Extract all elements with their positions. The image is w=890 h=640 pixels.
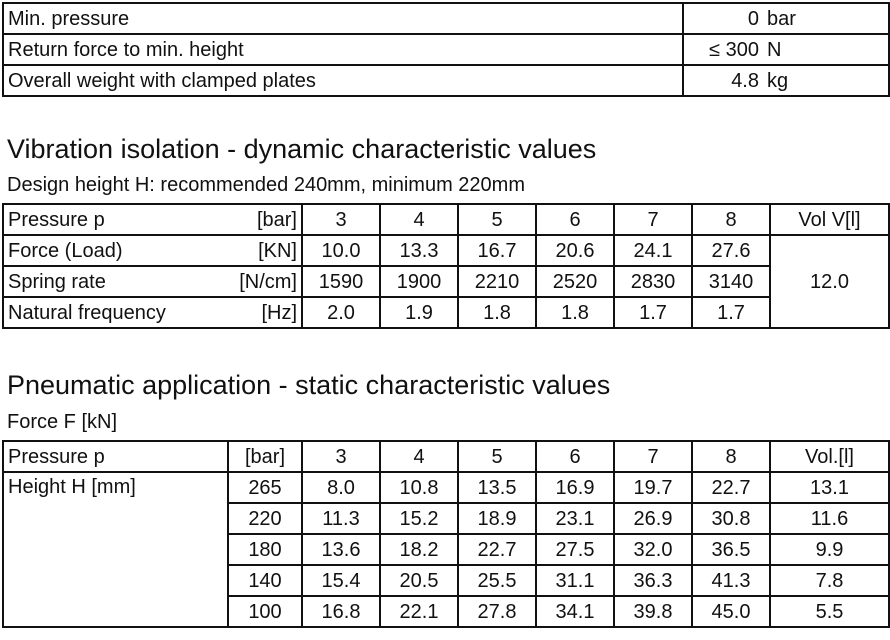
vol-header: Vol V[l] bbox=[770, 204, 889, 235]
height-value: 100 bbox=[228, 596, 302, 627]
table-cell: 16.8 bbox=[302, 596, 380, 627]
spec-value: 4.8 bbox=[683, 65, 763, 96]
table-cell: 20.6 bbox=[536, 235, 614, 266]
pressure-col: 7 bbox=[614, 204, 692, 235]
table-cell: 36.3 bbox=[614, 565, 692, 596]
table-row bbox=[3, 235, 889, 266]
table-cell: 22.7 bbox=[458, 534, 536, 565]
spec-value: ≤ 300 bbox=[683, 34, 763, 65]
table-cell: 8.0 bbox=[302, 472, 380, 503]
table-cell: 3140 bbox=[692, 266, 770, 297]
table-cell: 20.5 bbox=[380, 565, 458, 596]
table-cell: 27.5 bbox=[536, 534, 614, 565]
table-cell: 13.3 bbox=[380, 235, 458, 266]
header-unit: [bar] bbox=[228, 441, 302, 472]
table-cell: 30.8 bbox=[692, 503, 770, 534]
spec-row bbox=[3, 34, 889, 65]
table-cell: 19.7 bbox=[614, 472, 692, 503]
height-value: 180 bbox=[228, 534, 302, 565]
table-cell: 34.1 bbox=[536, 596, 614, 627]
table-cell: 23.1 bbox=[536, 503, 614, 534]
pressure-col: 3 bbox=[302, 204, 380, 235]
table-cell: 13.5 bbox=[458, 472, 536, 503]
height-value: 140 bbox=[228, 565, 302, 596]
height-value: 220 bbox=[228, 503, 302, 534]
table-cell: 18.2 bbox=[380, 534, 458, 565]
table-cell: 15.4 bbox=[302, 565, 380, 596]
table-cell: 2830 bbox=[614, 266, 692, 297]
spec-value: 0 bbox=[683, 3, 763, 34]
row-label: Natural frequency bbox=[3, 297, 228, 328]
spec-row bbox=[3, 65, 889, 96]
header-unit: [bar] bbox=[228, 204, 302, 235]
table-cell: 1900 bbox=[380, 266, 458, 297]
pressure-col: 4 bbox=[380, 441, 458, 472]
row-label: Spring rate bbox=[3, 266, 228, 297]
table-cell: 31.1 bbox=[536, 565, 614, 596]
table-cell: 22.1 bbox=[380, 596, 458, 627]
table-cell: 1.8 bbox=[536, 297, 614, 328]
table-cell: 39.8 bbox=[614, 596, 692, 627]
dynamic-section-title: Vibration isolation - dynamic characteristic values bbox=[7, 134, 597, 164]
header-label: Pressure p bbox=[3, 204, 228, 235]
pressure-col: 6 bbox=[536, 441, 614, 472]
row-unit: [KN] bbox=[228, 235, 302, 266]
spec-label: Return force to min. height bbox=[3, 34, 683, 65]
table-cell: 26.9 bbox=[614, 503, 692, 534]
pressure-col: 4 bbox=[380, 204, 458, 235]
table-cell: 1.7 bbox=[692, 297, 770, 328]
table-cell: 16.9 bbox=[536, 472, 614, 503]
table-row bbox=[3, 472, 889, 503]
table-cell: 27.8 bbox=[458, 596, 536, 627]
table-cell: 10.8 bbox=[380, 472, 458, 503]
table-cell: 15.2 bbox=[380, 503, 458, 534]
spec-label: Min. pressure bbox=[3, 3, 683, 34]
pressure-col: 3 bbox=[302, 441, 380, 472]
table-cell: 1590 bbox=[302, 266, 380, 297]
table-cell: 16.7 bbox=[458, 235, 536, 266]
vol-cell: 11.6 bbox=[770, 503, 889, 534]
dynamic-table bbox=[2, 203, 890, 329]
pressure-col: 6 bbox=[536, 204, 614, 235]
table-cell: 18.9 bbox=[458, 503, 536, 534]
table-cell: 1.8 bbox=[458, 297, 536, 328]
dynamic-header-row bbox=[3, 204, 889, 235]
row-unit: [Hz] bbox=[228, 297, 302, 328]
spec-unit: bar bbox=[763, 3, 889, 34]
vol-header: Vol.[l] bbox=[770, 441, 889, 472]
pressure-col: 5 bbox=[458, 204, 536, 235]
table-cell: 1.9 bbox=[380, 297, 458, 328]
table-cell: 2210 bbox=[458, 266, 536, 297]
table-cell: 2520 bbox=[536, 266, 614, 297]
static-section-subtitle: Force F [kN] bbox=[7, 411, 118, 433]
table-cell: 27.6 bbox=[692, 235, 770, 266]
table-cell: 11.3 bbox=[302, 503, 380, 534]
height-row-label: Height H [mm] bbox=[3, 472, 228, 627]
row-unit: [N/cm] bbox=[228, 266, 302, 297]
vol-cell: 5.5 bbox=[770, 596, 889, 627]
spec-label: Overall weight with clamped plates bbox=[3, 65, 683, 96]
table-cell: 13.6 bbox=[302, 534, 380, 565]
table-cell: 41.3 bbox=[692, 565, 770, 596]
spec-unit: N bbox=[763, 34, 889, 65]
pressure-col: 5 bbox=[458, 441, 536, 472]
table-cell: 22.7 bbox=[692, 472, 770, 503]
height-value: 265 bbox=[228, 472, 302, 503]
spec-row bbox=[3, 3, 889, 34]
vol-cell: 7.8 bbox=[770, 565, 889, 596]
table-cell: 1.7 bbox=[614, 297, 692, 328]
table-row bbox=[3, 297, 889, 328]
static-header-row bbox=[3, 441, 889, 472]
pressure-col: 8 bbox=[692, 204, 770, 235]
vol-cell: 9.9 bbox=[770, 534, 889, 565]
header-label: Pressure p bbox=[3, 441, 228, 472]
table-row bbox=[3, 266, 889, 297]
table-cell: 45.0 bbox=[692, 596, 770, 627]
table-cell: 36.5 bbox=[692, 534, 770, 565]
vol-value: 12.0 bbox=[770, 235, 889, 328]
pressure-col: 8 bbox=[692, 441, 770, 472]
table-cell: 2.0 bbox=[302, 297, 380, 328]
table-cell: 25.5 bbox=[458, 565, 536, 596]
row-label: Force (Load) bbox=[3, 235, 228, 266]
spec-unit: kg bbox=[763, 65, 889, 96]
dynamic-section-subtitle: Design height H: recommended 240mm, minimum 220mm bbox=[7, 174, 525, 196]
table-cell: 10.0 bbox=[302, 235, 380, 266]
table-cell: 24.1 bbox=[614, 235, 692, 266]
static-section-title: Pneumatic application - static characteristic values bbox=[7, 370, 611, 400]
spec-table bbox=[2, 2, 890, 97]
table-cell: 32.0 bbox=[614, 534, 692, 565]
static-table bbox=[2, 440, 890, 628]
pressure-col: 7 bbox=[614, 441, 692, 472]
vol-cell: 13.1 bbox=[770, 472, 889, 503]
